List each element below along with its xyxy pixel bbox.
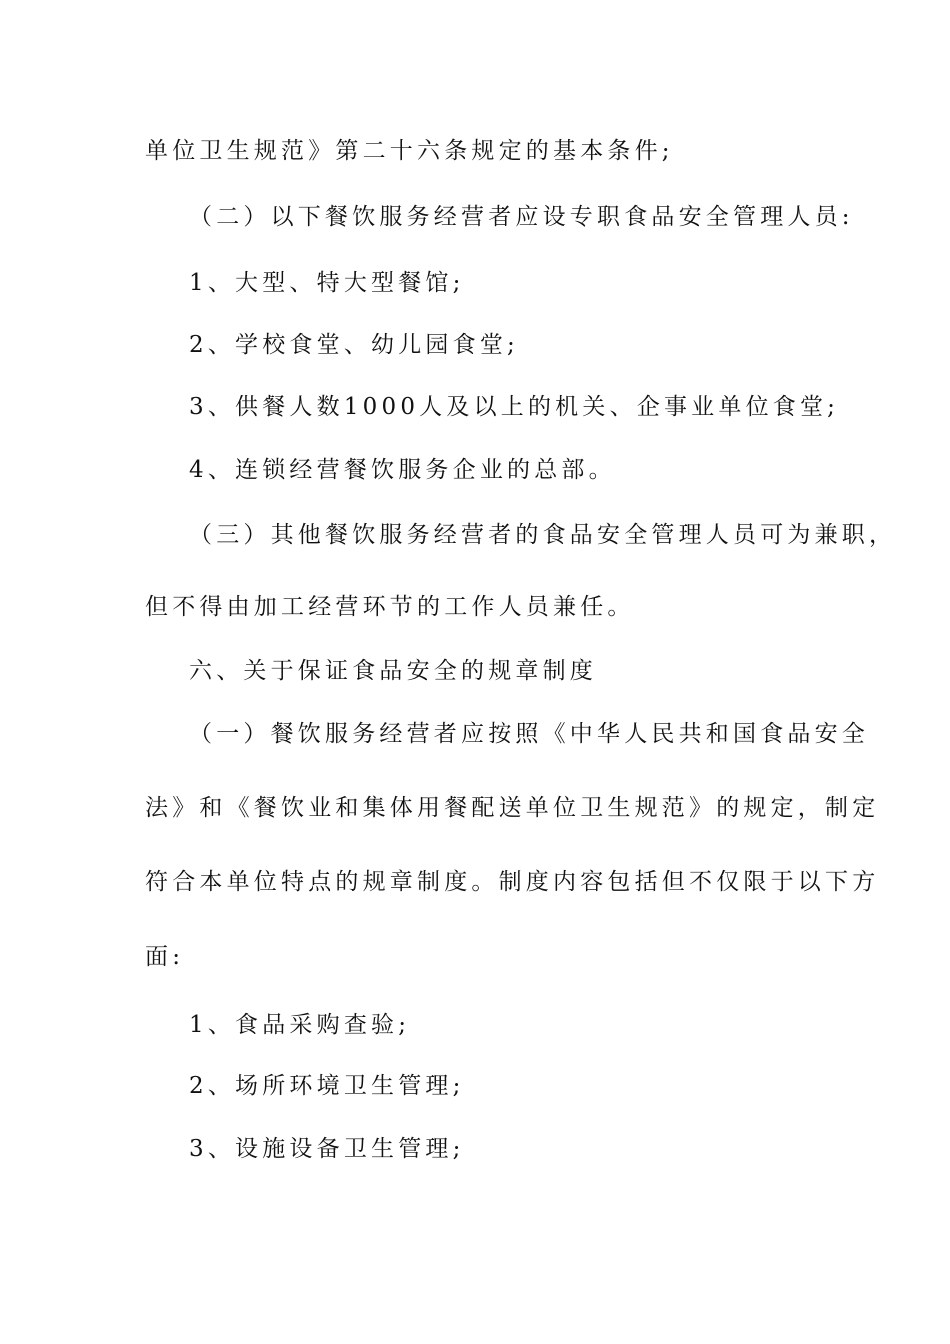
text-line: （三）其他餐饮服务经营者的食品安全管理人员可为兼职， <box>189 522 897 548</box>
list-item: 1、大型、特大型餐馆; <box>189 270 465 296</box>
text-line: 法》和《餐饮业和集体用餐配送单位卫生规范》的规定，制定 <box>145 795 880 821</box>
text-line: 单位卫生规范》第二十六条规定的基本条件; <box>145 138 674 164</box>
text-line: （一）餐饮服务经营者应按照《中华人民共和国食品安全 <box>189 721 869 747</box>
text-line: 但不得由加工经营环节的工作人员兼任。 <box>145 594 635 620</box>
text-line: 面: <box>145 944 185 970</box>
text-line: 符合本单位特点的规章制度。制度内容包括但不仅限于以下方 <box>145 869 880 895</box>
list-item: 3、供餐人数1000人及以上的机关、企事业单位食堂; <box>189 394 840 420</box>
list-item: 2、场所环境卫生管理; <box>189 1073 465 1099</box>
list-item: 1、食品采购查验; <box>189 1012 411 1038</box>
text-line: （二）以下餐饮服务经营者应设专职食品安全管理人员: <box>189 204 854 230</box>
section-heading: 六、关于保证食品安全的规章制度 <box>189 658 597 684</box>
list-item: 3、设施设备卫生管理; <box>189 1136 465 1162</box>
list-item: 2、学校食堂、幼儿园食堂; <box>189 332 519 358</box>
list-item: 4、连锁经营餐饮服务企业的总部。 <box>189 457 616 483</box>
